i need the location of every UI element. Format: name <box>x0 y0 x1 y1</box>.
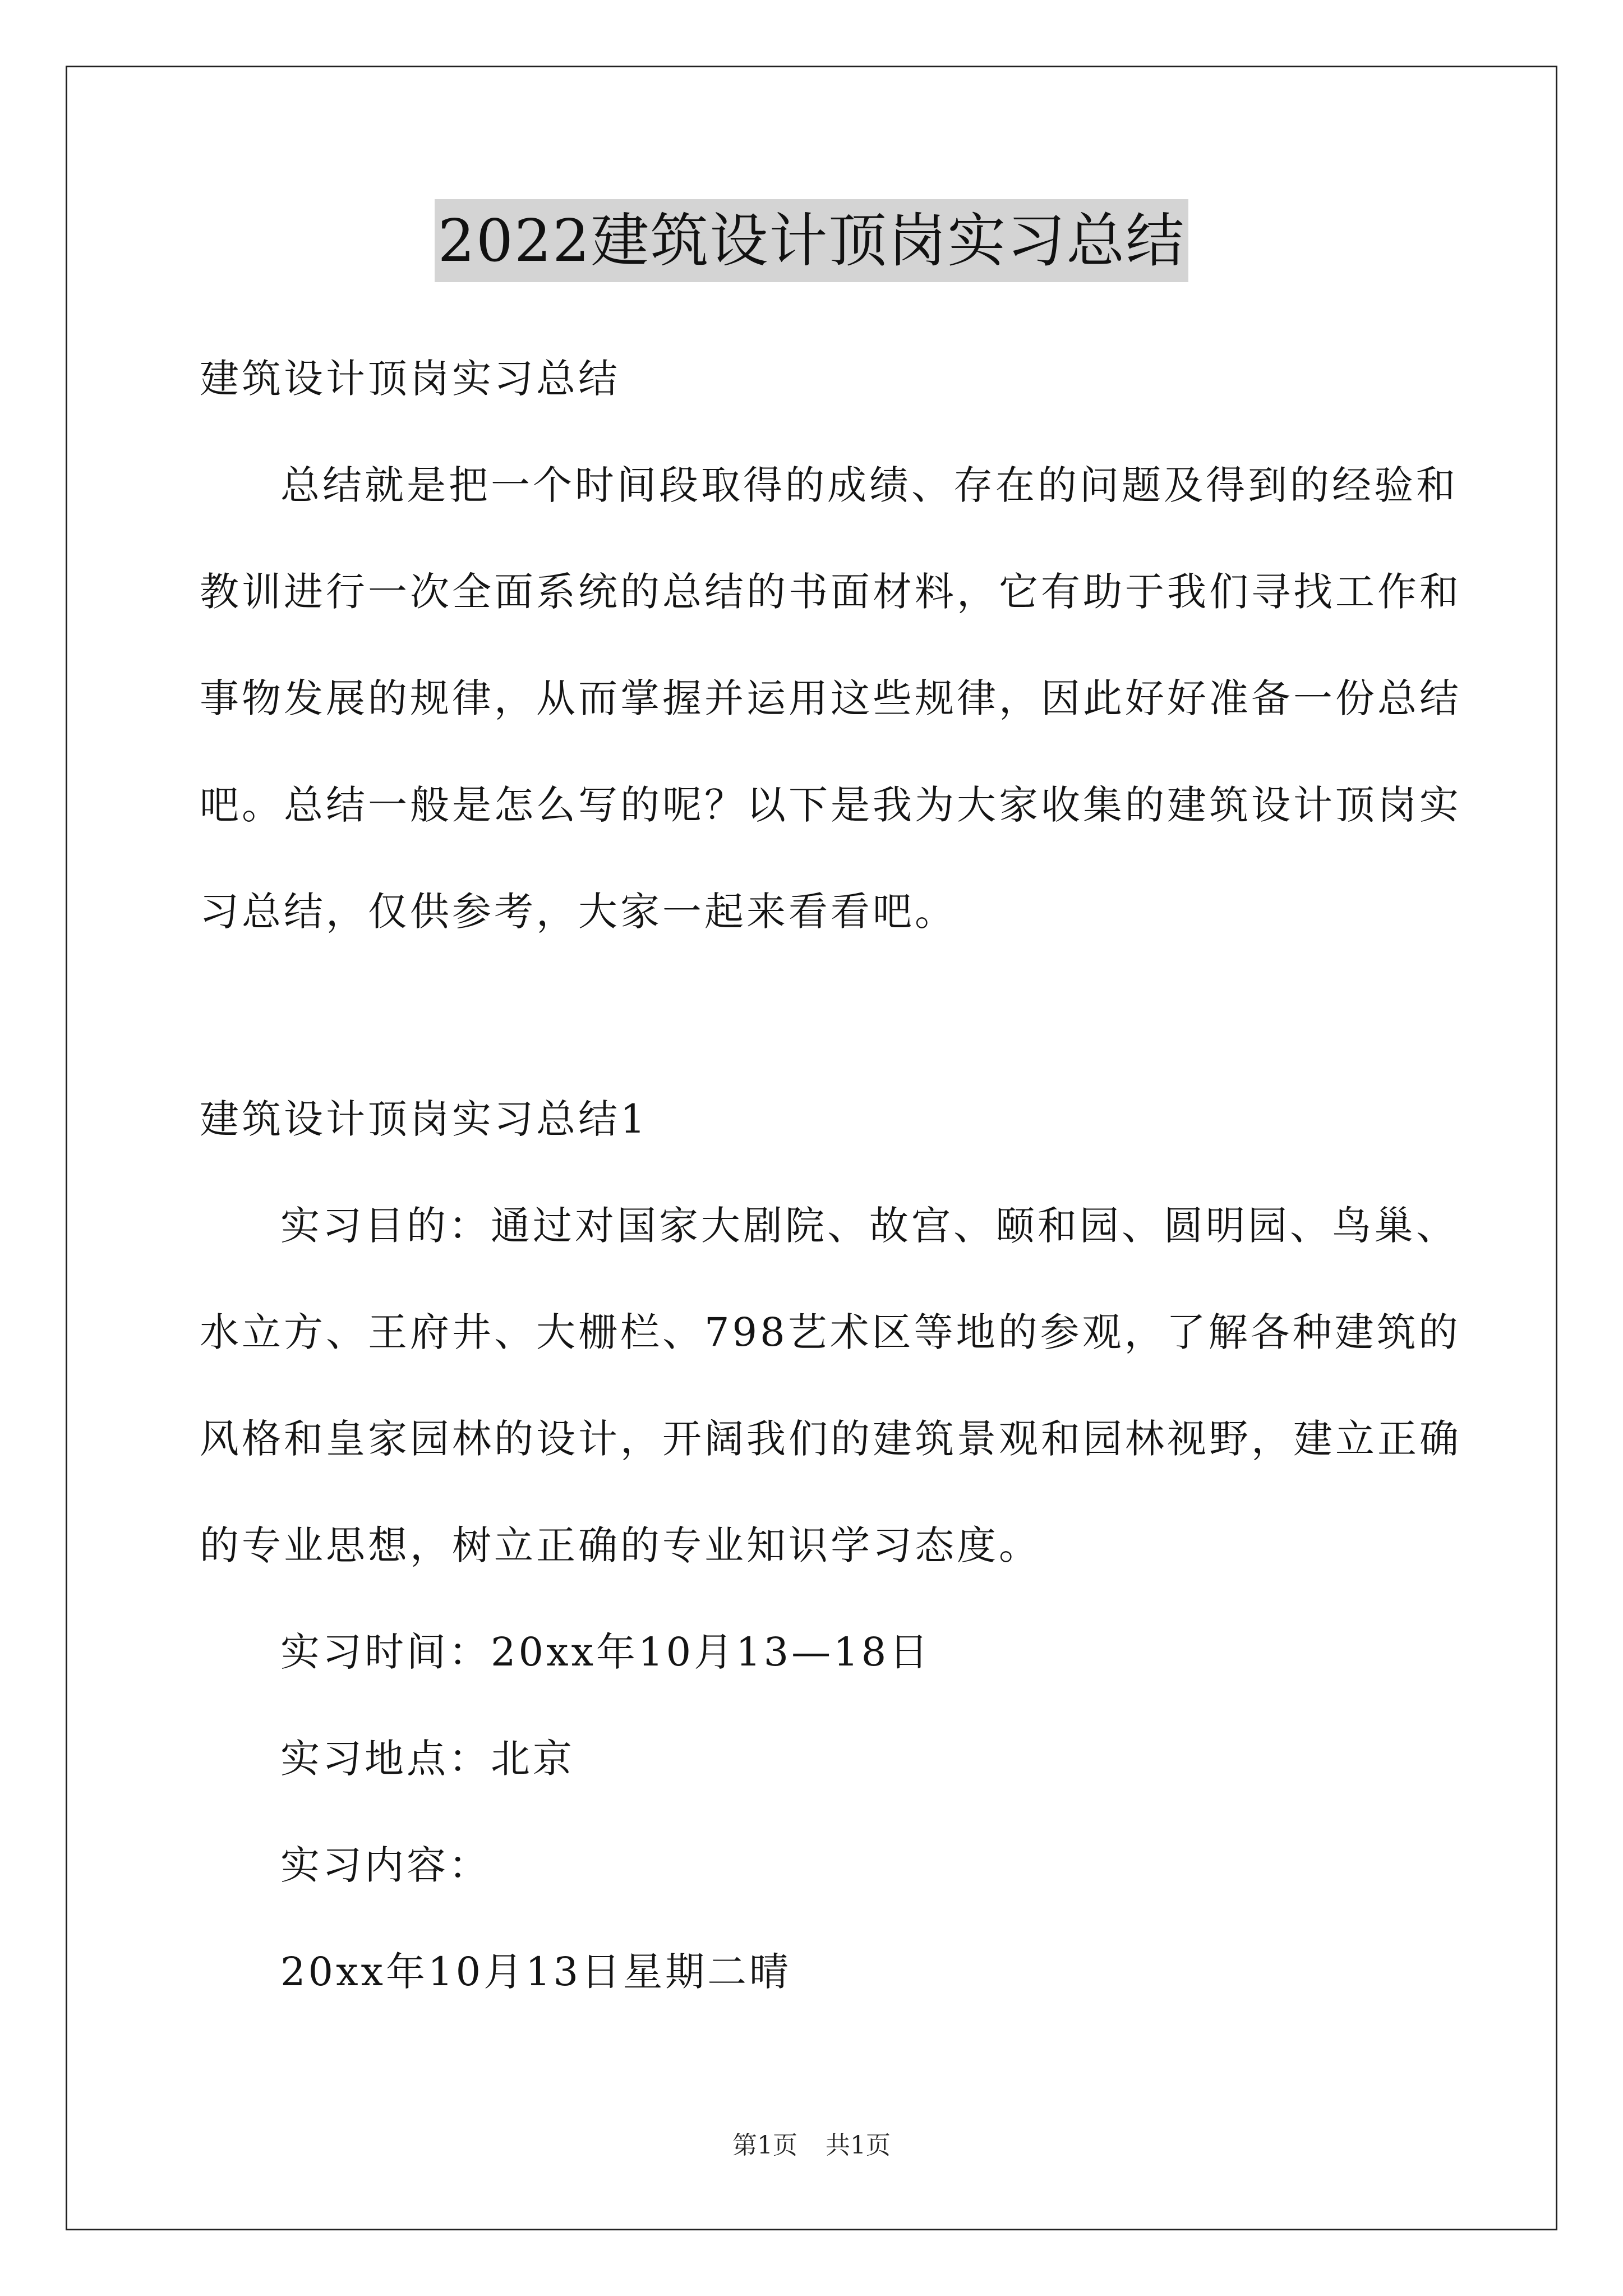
title-container <box>0 199 1623 282</box>
paragraph-line: 的专业思想，树立正确的专业知识学习态度。 <box>200 1522 1041 1568</box>
paragraph-line: 教训进行一次全面系统的总结的书面材料，它有助于我们寻找工作和 <box>200 569 1461 615</box>
document-title: 2022建筑设计顶岗实习总结 <box>435 199 1189 282</box>
paragraph-line: 习总结，仅供参考，大家一起来看看吧。 <box>200 889 957 935</box>
page-footer <box>0 2129 1623 2162</box>
subtitle-line: 建筑设计顶岗实习总结 <box>200 356 620 402</box>
paragraph-line: 水立方、王府井、大栅栏、798艺术区等地的参观，了解各种建筑的 <box>200 1309 1461 1355</box>
internship-location: 实习地点：北京 <box>280 1736 575 1782</box>
paragraph-line: 吧。总结一般是怎么写的呢？以下是我为大家收集的建筑设计顶岗实 <box>200 782 1461 828</box>
paragraph-line: 实习目的：通过对国家大剧院、故宫、颐和园、圆明园、鸟巢、 <box>280 1203 1458 1249</box>
diary-date-line: 20xx年10月13日星期二晴 <box>280 1949 792 1995</box>
section-heading: 建筑设计顶岗实习总结1 <box>200 1096 648 1142</box>
internship-content-label: 实习内容： <box>280 1842 491 1888</box>
page-number-current: 第1页 <box>732 2131 797 2160</box>
paragraph-line: 风格和皇家园林的设计，开阔我们的建筑景观和园林视野，建立正确 <box>200 1416 1461 1462</box>
page-number-total: 共1页 <box>826 2131 891 2160</box>
paragraph-line: 事物发展的规律，从而掌握并运用这些规律，因此好好准备一份总结 <box>200 675 1461 721</box>
internship-time: 实习时间：20xx年10月13—18日 <box>280 1629 932 1675</box>
paragraph-line: 总结就是把一个时间段取得的成绩、存在的问题及得到的经验和 <box>280 462 1458 508</box>
